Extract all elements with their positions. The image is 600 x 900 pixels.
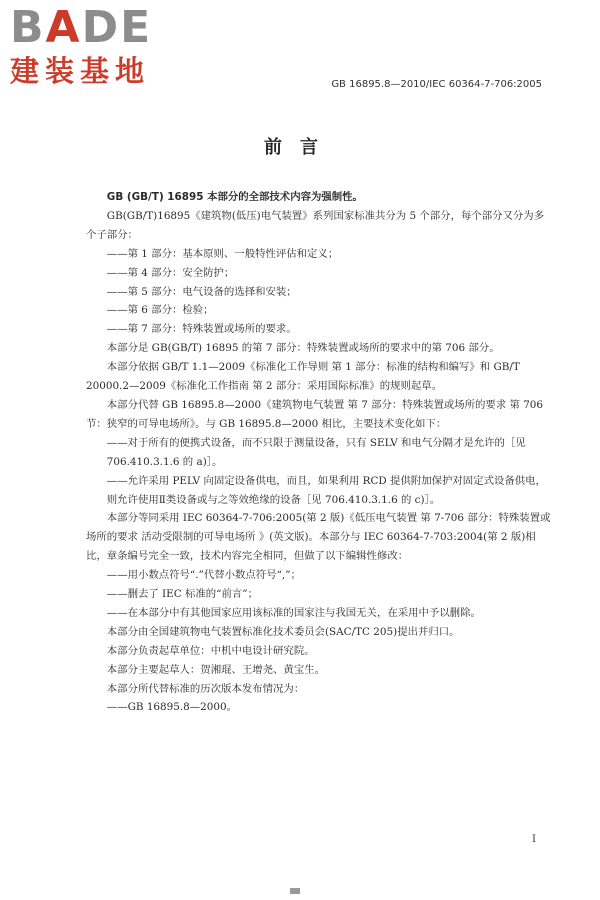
paragraph: 本部分所代替标准的历次版本发布情况为： <box>106 682 305 695</box>
list-item: ——第 6 部分：检验； <box>106 304 214 317</box>
logo-subtitle: 建装基地 <box>10 54 151 88</box>
list-item: ——GB 16895.8—2000。 <box>106 701 238 714</box>
list-item: ——第 1 部分：基本原则、一般特性评估和定义； <box>106 247 339 260</box>
paragraph: 本部分负责起草单位：中机中电设计研究院。 <box>106 644 315 657</box>
list-item: ——允许采用 PELV 向固定设备供电，而且，如果利用 RCD 提供附加保护对固定式设备供电，则允许使用Ⅱ类设备或与之等效绝缘的设备［见 706.410.3.1.6 的 c)］。 <box>106 474 546 506</box>
paragraph: GB(GB/T)16895《建筑物(低压)电气装置》系列国家标准共分为 5 个部分，每个部分又分为多个子部分： <box>86 209 545 241</box>
paragraph: 本部分主要起草人：贺湘琨、王增尧、黄宝生。 <box>106 663 325 676</box>
list-item: ——第 5 部分：电气设备的选择和安装； <box>106 285 297 298</box>
paragraph: 本部分等同采用 IEC 60364-7-706:2005(第 2 版)《低压电气装置 第 7-706 部分：特殊装置或场所的要求 活动受限制的可导电场所 》(英文版)。本部分与 IEC 60364-7-703:2004(第 2 版)相比，章条编号完全一致，技术内容完全相同，但做了以下编辑性修改： <box>86 512 551 563</box>
list-item: ——在本部分中有其他国家应用该标准的国家注与我国无关，在采用中予以删除。 <box>106 606 481 619</box>
document-body <box>86 188 554 717</box>
standard-number: GB 16895.8—2010/IEC 60364-7-706:2005 <box>331 79 542 90</box>
list-item: ——对于所有的便携式设备，而不只限于测量设备，只有 SELV 和电气分隔才是允许的［见 706.410.3.1.6 的 a)］。 <box>106 436 526 468</box>
list-item: ——第 4 部分：安全防护； <box>106 266 235 279</box>
paragraph: 本部分依据 GB/T 1.1—2009《标准化工作导则 第 1 部分：标准的结构和编写》和 GB/T 20000.2—2009《标准化工作指南 第 2 部分：采用国际标准》的规则起草。 <box>86 361 520 393</box>
list-item: ——删去了 IEC 标准的“前言”； <box>106 588 258 601</box>
list-item: ——用小数点符号“.”代替小数点符号“,”； <box>106 569 301 582</box>
logo-brand: BADE <box>10 2 153 53</box>
paragraph: 本部分代替 GB 16895.8—2000《建筑物电气装置 第 7 部分：特殊装置或场所的要求 第 706 节：狭窄的可导电场所》。与 GB 16895.8—2000 相比，主要技术变化如下： <box>86 398 544 430</box>
list-item: ——第 7 部分：特殊装置或场所的要求。 <box>106 323 297 336</box>
paragraph: 本部分是 GB(GB/T) 16895 的第 7 部分：特殊装置或场所的要求中的第 706 部分。 <box>106 342 500 355</box>
paragraph: GB (GB/T) 16895 本部分的全部技术内容为强制性。 <box>106 191 363 203</box>
paragraph: 本部分由全国建筑物电气装置标准化技术委员会(SAC/TC 205)提出并归口。 <box>106 625 460 638</box>
page-number: I <box>532 834 536 845</box>
page-title: 前言 <box>264 137 336 158</box>
logo <box>10 2 180 88</box>
scan-mark <box>290 888 300 894</box>
